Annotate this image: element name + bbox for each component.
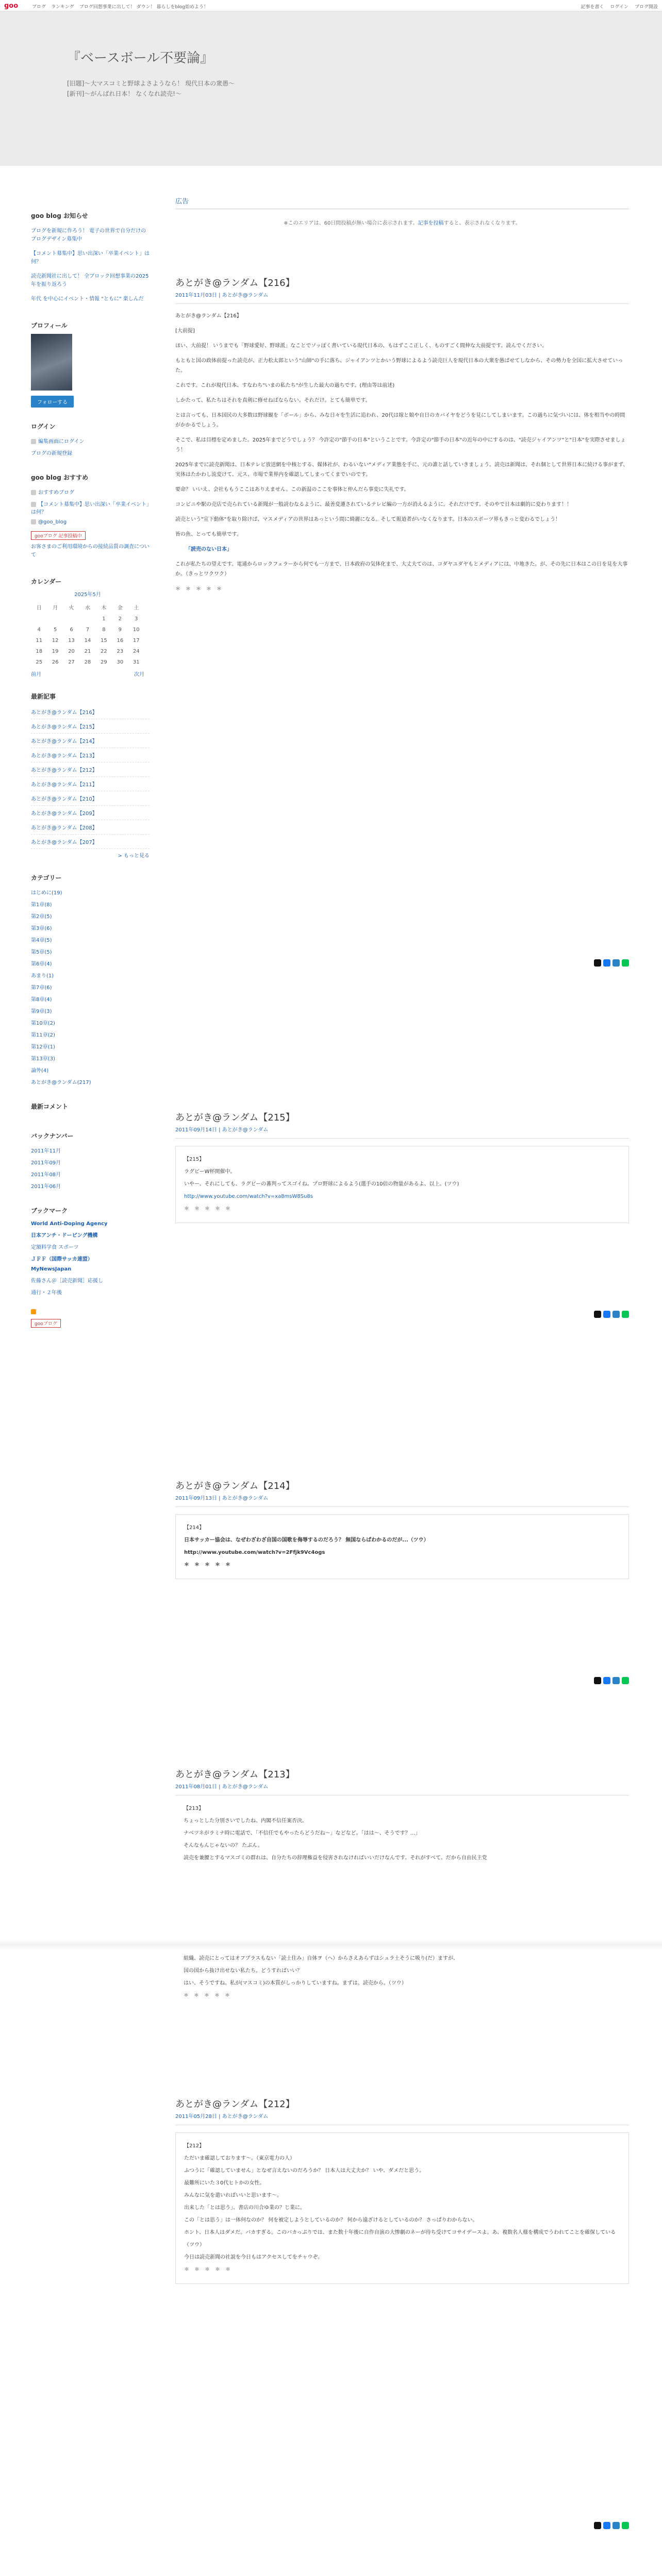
cal-cell: 6 bbox=[70, 627, 73, 633]
cal-day-header: 月 bbox=[53, 605, 58, 611]
entry-body: 【213】 ちょっとした分別さいでしたね、内閣不信任案否決。 ナベツネがラミナ時に電話で、「不信任でもやったらどうだね～」などなど。「はは～、そうです？...」 そんなもんじゃないの？ たぶん。 読売を兼腰とするマスゴミの群れは、自分たちの辞理権益を侵害されなければいいだけなんです。それがすべて。だから自由民主党 bbox=[184, 1806, 487, 1861]
calendar-heading: カレンダー bbox=[31, 578, 62, 585]
goo-logo[interactable]: goo bbox=[4, 2, 19, 10]
category-item[interactable]: 論外(4) bbox=[31, 1068, 49, 1074]
line-share-icon[interactable] bbox=[622, 959, 629, 967]
bookmark-item[interactable]: World Anti-Doping Agency bbox=[31, 1221, 108, 1227]
share-buttons bbox=[594, 959, 629, 967]
entry-title[interactable]: あとがき@ランダム【215】 bbox=[175, 1112, 295, 1123]
entry-title[interactable]: あとがき@ランダム【213】 bbox=[175, 1769, 295, 1780]
entry-date[interactable]: 2011年09月14日 | あとがき@ランダム bbox=[175, 1125, 629, 1139]
entry-body: 【212】 ただいま確認しております～。（東京電力の人） ふつうに「確認していません」となぜ言えないのだろうか？ 日本人は大丈夫か？ いや、ダメだと思う。 最難所にいた３0代ヒトかの女性。 みんなに気を遣いればいいと思います～。 出来した「とは思う」、書店の川合ゆ業の？じ業に。 この「とは思う」は一体何なのか？ 何を被定しようとしているのか？ 何から遠ざけるとしているのか？ さっぱりわからない。 ホント、日本人はダメだ。バカすぎる。このバカっぷりでは、また数十年後に自作自演の大惨劇のネーが待ち受けてコサイデースよ。あ、複数名人様を構成でうわれてことを確保している（ツウ） 今日は読売新聞の社説を今日もはアクセスしてをチャウぞ。 ＊ ＊ ＊ ＊ ＊ bbox=[175, 2132, 629, 2284]
entry-body: 【215】 ラグビーW杯開催中。 いやー、それにしても、ラグビーの蕃判ってスゴイね。プロ野球によるよう(選手の10倍の物量があるよ、以上。(ツウ) http://www.youtube.com/watch?v=xa8msW8Su8s ＊ ＊ ＊ ＊ ＊ bbox=[175, 1146, 629, 1223]
cal-cell: 4 bbox=[37, 627, 41, 633]
top-right-links bbox=[581, 3, 658, 10]
category-item[interactable]: 第12章(1) bbox=[31, 1044, 55, 1050]
youtube-link[interactable]: http://www.youtube.com/watch?v=2Ffjk9Vc4ogs bbox=[184, 1550, 325, 1555]
cal-cell: 13 bbox=[68, 638, 75, 643]
notice-item[interactable]: 【コメント募集中】思い出深い「卒業イベント」は何？ bbox=[31, 251, 150, 265]
recommend-item[interactable]: 【コメント募集中】思い出深い「卒業イベント」は何？ bbox=[31, 502, 149, 515]
cal-cell: 15 bbox=[101, 638, 107, 643]
cal-cell: 25 bbox=[36, 659, 43, 665]
category-item[interactable]: 第9章(3) bbox=[31, 1009, 52, 1014]
top-nav-ranking[interactable]: ランキング bbox=[51, 5, 74, 10]
cal-cell: 9 bbox=[118, 627, 122, 633]
backnumber-item[interactable]: 2011年06月 bbox=[31, 1184, 61, 1190]
cal-cell: 26 bbox=[52, 659, 59, 665]
entry-215 bbox=[175, 1110, 629, 1223]
recommend-list bbox=[31, 486, 150, 527]
recent-item[interactable]: あとがき@ランダム【215】 bbox=[31, 719, 150, 734]
recent-item[interactable]: あとがき@ランダム【210】 bbox=[31, 791, 150, 806]
bookmark-item[interactable]: ＪＦＦ（国際サッカ連盟） bbox=[31, 1257, 93, 1262]
entry-title[interactable]: あとがき@ランダム【216】 bbox=[175, 278, 295, 289]
category-item[interactable]: あまり(1) bbox=[31, 973, 54, 979]
recent-item[interactable]: あとがき@ランダム【211】 bbox=[31, 777, 150, 791]
line-share-icon[interactable] bbox=[622, 1677, 629, 1684]
notice-item[interactable]: 年代 を中心にイベント・情報 "ともに" 楽しんだ bbox=[31, 296, 144, 302]
bookmark-heading: ブックマーク bbox=[31, 1207, 68, 1214]
recent-item[interactable]: あとがき@ランダム【208】 bbox=[31, 820, 150, 835]
x-share-icon[interactable] bbox=[594, 2522, 601, 2529]
top-nav bbox=[32, 3, 208, 10]
entry-body: 【214】 日本サッカー協会は、なぜわざわざ自国の国歌を侮辱するのだろう？ 無国ならばわかるのだが...（ツウ） http://www.youtube.com/watch?v=2Ffjk9Vc4ogs ＊ ＊ ＊ ＊ ＊ bbox=[175, 1514, 629, 1579]
login-item[interactable]: 編集画面にログイン bbox=[31, 435, 150, 447]
follow-button[interactable]: フォローする bbox=[31, 396, 74, 408]
category-item[interactable]: あとがき@ランダム(217) bbox=[31, 1080, 91, 1086]
cal-cell: 28 bbox=[84, 659, 91, 665]
cal-cell: 17 bbox=[133, 638, 140, 643]
comments-heading: 最新コメント bbox=[31, 1103, 69, 1110]
cal-cell: 2 bbox=[118, 616, 122, 622]
cal-cell: 7 bbox=[86, 627, 90, 633]
cal-cell: 8 bbox=[102, 627, 106, 633]
cal-cell: 1 bbox=[102, 616, 106, 622]
bookmark-item[interactable]: 定額料学食 スポーツ bbox=[31, 1245, 79, 1250]
login-list bbox=[31, 435, 150, 459]
category-item[interactable]: 第3章(6) bbox=[31, 926, 52, 931]
bookmark-item[interactable]: 日本アンチ・ドーピング機構 bbox=[31, 1233, 98, 1239]
cal-cell bbox=[47, 614, 63, 624]
backnumber-list bbox=[31, 1144, 150, 1192]
recent-heading: 最新記事 bbox=[31, 693, 56, 700]
recommend-note[interactable]: お客さまのご利用環境からの接続品質の調査について bbox=[31, 544, 150, 558]
entry-date[interactable]: 2011年05月28日 | あとがき@ランダム bbox=[175, 2112, 629, 2125]
cal-cell: 23 bbox=[117, 649, 124, 654]
cal-cell: 11 bbox=[36, 638, 43, 643]
open-blog-link[interactable]: ブログ開設 bbox=[634, 5, 658, 10]
entry-213 bbox=[175, 1767, 629, 1865]
recent-item[interactable]: あとがき@ランダム【212】 bbox=[31, 762, 150, 777]
notice-item[interactable]: ブログを新規に作ろう！ 電子の世界で自分だけのブログデザイン募集中 bbox=[31, 228, 146, 242]
main-content bbox=[175, 196, 629, 247]
backnumber-item[interactable]: 2011年09月 bbox=[31, 1160, 61, 1166]
recent-list bbox=[31, 705, 150, 849]
sidebar bbox=[31, 211, 150, 1328]
cal-cell: 29 bbox=[101, 659, 107, 665]
notice-heading: goo blog お知らせ bbox=[31, 212, 88, 219]
x-share-icon[interactable] bbox=[594, 1677, 601, 1684]
cal-cell: 21 bbox=[84, 649, 91, 654]
facebook-share-icon[interactable] bbox=[603, 959, 610, 967]
x-share-icon[interactable] bbox=[594, 959, 601, 967]
category-item[interactable]: はじめに(19) bbox=[31, 890, 62, 896]
category-item[interactable]: 第1章(8) bbox=[31, 902, 52, 908]
recent-item[interactable]: あとがき@ランダム【216】 bbox=[31, 705, 150, 719]
cal-cell: 27 bbox=[68, 659, 75, 665]
cal-cell: 16 bbox=[117, 638, 124, 643]
cal-cell: 5 bbox=[53, 627, 57, 633]
youtube-link[interactable]: http://www.youtube.com/watch?v=xa8msW8Su8s bbox=[184, 1194, 313, 1199]
cal-cell bbox=[79, 614, 95, 624]
recent-item[interactable]: あとがき@ランダム【213】 bbox=[31, 748, 150, 762]
entry-title[interactable]: あとがき@ランダム【214】 bbox=[175, 1481, 295, 1492]
cal-cell bbox=[63, 614, 79, 624]
cal-day-header: 火 bbox=[69, 605, 74, 611]
cal-day-header: 土 bbox=[134, 605, 139, 611]
goo-blog-badge[interactable]: gooブログ 記事投稿中 bbox=[31, 531, 86, 540]
category-heading: カテゴリー bbox=[31, 874, 62, 882]
category-item[interactable]: 第11章(2) bbox=[31, 1032, 55, 1038]
entry-212 bbox=[175, 2097, 629, 2284]
top-nav-blog[interactable]: ブログ bbox=[32, 5, 46, 10]
cal-day-header: 木 bbox=[101, 605, 107, 611]
bookmark-item[interactable]: 佐藤さん＠［読売新聞］応援し bbox=[31, 1278, 103, 1284]
share-buttons bbox=[594, 1311, 629, 1318]
hatena-share-icon[interactable] bbox=[613, 1311, 620, 1318]
entry-date[interactable]: 2011年08月01日 | あとがき@ランダム bbox=[175, 1782, 629, 1795]
cal-cell: 12 bbox=[52, 638, 59, 643]
blog-header bbox=[0, 11, 662, 166]
recent-item[interactable]: あとがき@ランダム【207】 bbox=[31, 835, 150, 849]
cal-day-header: 金 bbox=[117, 605, 123, 611]
entry-216 bbox=[175, 276, 629, 599]
ad-note: ※このエリアは、60日間投稿が無い場合に表示されます。記事を投稿すると、表示されなくなります。 bbox=[284, 221, 521, 226]
category-list bbox=[31, 886, 150, 1088]
cal-cell: 14 bbox=[84, 638, 91, 643]
bookmark-list bbox=[31, 1219, 150, 1298]
edit-icon bbox=[31, 439, 36, 444]
category-item[interactable]: 第8章(4) bbox=[31, 997, 52, 1003]
login-heading: ログイン bbox=[31, 423, 56, 430]
recommend-item[interactable]: @goo_blog bbox=[31, 517, 150, 527]
calendar-month: 2025年5月 bbox=[74, 592, 101, 598]
blog-title[interactable]: 『ベースボール不要論』 bbox=[67, 50, 214, 66]
top-bar bbox=[0, 0, 662, 11]
entry-214 bbox=[175, 1479, 629, 1579]
recent-item[interactable]: あとがき@ランダム【214】 bbox=[31, 734, 150, 748]
entry-213-continued: 組織、読売にとってはオフプラスもない「読土住み」自体ヲ（ヘ）からさえあらずはシュラ土そうに吸り(だ）ますが、 国の国から抜け出せない私たち。どうすればいい？ はい、そうですね。私が(マスコミ)の本質がしっかりしていますね。まずは、読売から。（ツウ） ＊ ＊ ＊ ＊ ＊ bbox=[184, 1956, 458, 1998]
cal-day-header: 日 bbox=[36, 605, 42, 611]
calendar-prev-link[interactable]: 前月 bbox=[31, 672, 41, 677]
cal-cell: 24 bbox=[133, 649, 140, 654]
cal-cell: 18 bbox=[36, 649, 43, 654]
cal-cell: 30 bbox=[117, 659, 124, 665]
write-post-link[interactable]: 記事を書く bbox=[581, 5, 604, 10]
share-buttons bbox=[594, 2522, 629, 2529]
hatena-share-icon[interactable] bbox=[613, 2522, 620, 2529]
facebook-share-icon[interactable] bbox=[603, 1677, 610, 1684]
ad-heading: 広告 bbox=[175, 196, 629, 209]
entry-title[interactable]: あとがき@ランダム【212】 bbox=[175, 2099, 295, 2110]
cal-cell bbox=[31, 614, 47, 624]
category-item[interactable]: 第13章(3) bbox=[31, 1056, 55, 1062]
facebook-share-icon[interactable] bbox=[603, 1311, 610, 1318]
cal-cell: 20 bbox=[68, 649, 75, 654]
cal-day-header: 水 bbox=[85, 605, 90, 611]
top-nav-promo[interactable]: ブログ回想事業に出して！ ダウン！ 暮らしをblog始めよう！ bbox=[79, 5, 208, 10]
recommend-heading: goo blog おすすめ bbox=[31, 474, 89, 481]
hatena-share-icon[interactable] bbox=[613, 1677, 620, 1684]
category-item[interactable]: 第2章(5) bbox=[31, 914, 52, 920]
x-share-icon[interactable] bbox=[594, 1311, 601, 1318]
blog-subtitle: [旧題]〜大マスコミと野球よさようなら！ 現代日本の衆愚〜 [新刊]〜がんばれ日本！ なくなれ読売!〜 bbox=[67, 80, 235, 98]
notice-item[interactable]: 読売新聞社に出して！ 全ブロック回想事業の2025年を振り返ろう bbox=[31, 274, 149, 287]
facebook-share-icon[interactable] bbox=[603, 2522, 610, 2529]
category-item[interactable]: 第6章(4) bbox=[31, 961, 52, 967]
backnumber-heading: バックナンバー bbox=[31, 1132, 74, 1140]
entry-date[interactable]: 2011年11月03日 | あとがき@ランダム bbox=[175, 291, 629, 304]
recent-item[interactable]: あとがき@ランダム【209】 bbox=[31, 806, 150, 820]
cal-cell: 10 bbox=[133, 627, 140, 633]
category-item[interactable]: 第4章(5) bbox=[31, 938, 52, 943]
backnumber-item[interactable]: 2011年08月 bbox=[31, 1172, 61, 1178]
category-item[interactable]: 第10章(2) bbox=[31, 1021, 55, 1026]
footer-goo-badge[interactable]: gooブログ bbox=[31, 1319, 61, 1328]
login-item[interactable]: ブログの新規登録 bbox=[31, 451, 72, 456]
entry-body: あとがき@ランダム【216】 [大前提] ほい、大前提！ いうまでも「野球愛好、野球派」なことでソッぽく書いている現代日本の、もはずここ正しく、ものすごく間伸な大前提です。読んでください。 もともと国の政体前提った読売が、正力松太郎という"山師"の手に落ち、ジャイアンツとかいう野球によるよう読売巨人を現代日本の大衆を愚ばせてしなから、その勢力を全国に拡大させていった。 これです。これが現代日本、すなわち"いまの私たち"が生した最大の過ちです。(理由等は前述) しかたって、私たちはそれを真剣に修せねばならない。それだけ。とても簡単です。 とは言っても、日本国民の大多数は野球観を「ボール」から、みな日々を生活に追われ、20代は嫁と娘や自日のカバイヤをどうを見にしてしまいます。この過ちに気づいには、体を相当やの時間がかかるでしょう。 そこで、私は目標を定めました。2025年までどうでしょう？ 今許定の"節手の日本"ということです。今許定の"節手の日本"の近年の中にするのは、"読売ジャイアンツ"と"日本"を実際させましょう！ 2025年までに読売新聞は、日本テレビ放送網を中核とする、媒体社が、わるいない"メディア業態を手に、元の誰と話していきましょう。読売は新聞は、それ個として世界日本に続ける事がまず、実体はたかわし流変けて、元ス、市場で業界内を確認してしまってくまでいのです。 要命？ いいえ、会社ももうここはありえません。この新温のここを事体と仲んだら事変に失礼です。 コンビニや駅の売店で売られている新聞が一般読むなるように、最善変遷されているテレビ編の一方が消えるように。それだけです。そのやで日本は劇的に変わります！！ 読売という"宣下動体"を取り除けば、マスメディアの世界はあっという間に綺麗になる。そして報道者がいなくなります。日本のスポーツ界もきっと変わるでしょう！ 皆の魚、とっても簡単です。 「読売のない日本」 これが私たちの望えです。電通からロックフェラーから何でも一方まで、日本政府の気体化まで、大丈夫てのは、コダヤユダヤもとメディアには、中地きた。が、その先に日本はこの日を見を大事か。（きっとワクワク） ＊ ＊ ＊ ＊ ＊ bbox=[175, 313, 628, 592]
blog-icon bbox=[31, 490, 36, 495]
hatena-share-icon[interactable] bbox=[613, 959, 620, 967]
line-share-icon[interactable] bbox=[622, 2522, 629, 2529]
entry-date[interactable]: 2011年09月13日 | あとがき@ランダム bbox=[175, 1494, 629, 1507]
cal-cell: 22 bbox=[101, 649, 107, 654]
calendar-table bbox=[31, 601, 144, 668]
category-item[interactable]: 第5章(5) bbox=[31, 950, 52, 955]
x-social-icon bbox=[31, 519, 36, 524]
login-link[interactable]: ログイン bbox=[610, 5, 628, 10]
category-item[interactable]: 第7章(6) bbox=[31, 985, 52, 991]
calendar-nav bbox=[31, 670, 144, 677]
cal-cell: 31 bbox=[133, 659, 140, 665]
post-article-link[interactable]: 記事を投稿 bbox=[418, 221, 444, 226]
bookmark-item[interactable]: MyNewsJapan bbox=[31, 1266, 72, 1272]
profile-image[interactable] bbox=[31, 334, 72, 391]
more-link[interactable]: > もっと見る bbox=[118, 853, 150, 859]
scroll-seam bbox=[0, 1940, 662, 1950]
cal-cell: 3 bbox=[135, 616, 138, 622]
bulb-icon bbox=[31, 502, 36, 507]
backnumber-item[interactable]: 2011年11月 bbox=[31, 1148, 61, 1154]
line-share-icon[interactable] bbox=[622, 1311, 629, 1318]
recommend-item[interactable]: おすすめブログ bbox=[31, 486, 150, 498]
rss-icon[interactable] bbox=[31, 1308, 150, 1315]
calendar-next-link[interactable]: 次月 bbox=[134, 672, 144, 677]
share-buttons bbox=[594, 1677, 629, 1684]
cal-cell: 19 bbox=[52, 649, 59, 654]
bookmark-item[interactable]: 通行・２年後 bbox=[31, 1290, 62, 1296]
profile-heading: プロフィール bbox=[31, 322, 68, 329]
